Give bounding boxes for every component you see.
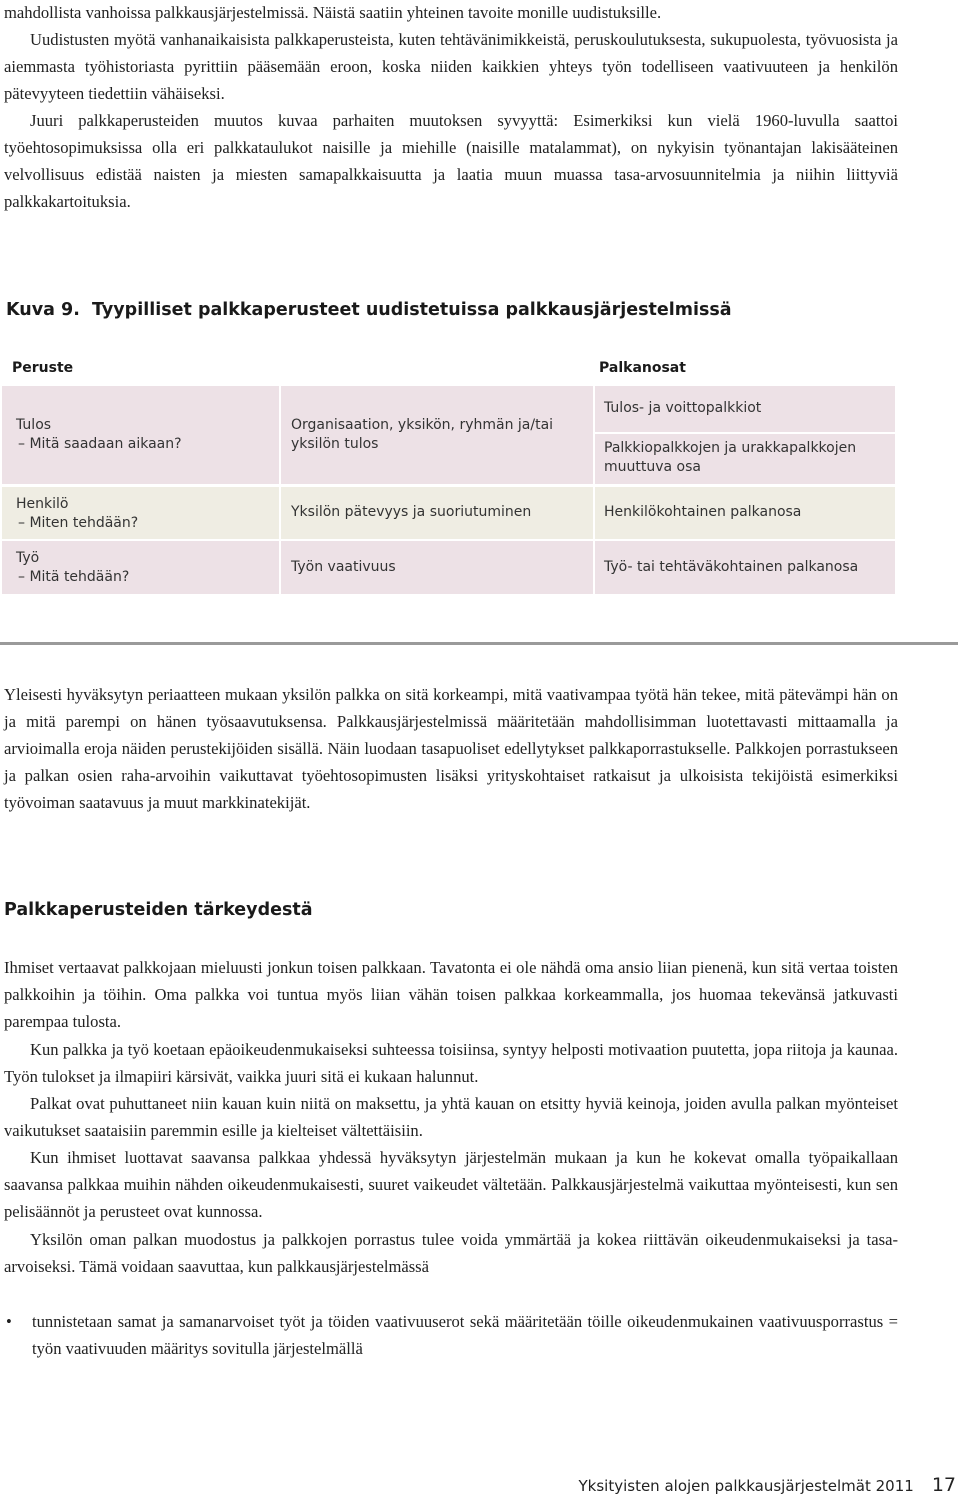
body-paragraph-4: Ihmiset vertaavat palkkojaan mieluusti jonkun toisen palkkaan. Tavatonta ei ole nähdä oma ansio liian pienenä, kun sitä vertaa toisten palkkoihin ja töihin. Oma palkka voi tuntua myös liian vähän toisen palkkaa korkeammalla, jos huomaa tekevänsä jatkuvasti parempaa tulosta.: [4, 958, 898, 1032]
bullet-list: [4, 1308, 898, 1362]
component-cell-tulos-2: Palkkiopalkkojen ja urakkapalkkojen muuttuva osa: [595, 434, 895, 484]
column-header-components: Palkanosat: [599, 360, 686, 376]
page-number: 17: [931, 1474, 956, 1496]
page-footer: [560, 1474, 956, 1496]
body-paragraph-8: Yksilön oman palkan muodostus ja palkkojen porrastus tulee voida ymmärtää ja kokea riittävän oikeudenmukaiseksi ja tasa-arvoiseksi. Tämä voidaan saavuttaa, kun palkkausjärjestelmässä: [4, 1230, 898, 1277]
body-paragraph-5: Kun palkka ja työ koetaan epäoikeudenmukaiseksi suhteessa toisiinsa, syntyy helposti motivaation puutetta, jopa riitoja ja kaunaa. Työn tulokset ja ilmapiiri kärsivät, vaikka juuri sitä ei kukaan halunnut.: [4, 1040, 898, 1087]
publication-title: Yksityisten alojen palkkausjärjestelmät 2011: [578, 1477, 914, 1495]
basis-cell-henkilo: [2, 487, 279, 539]
figure-number: Kuva 9.: [6, 300, 80, 320]
middle-cell-tulos: Organisaation, yksikön, ryhmän ja/tai yksilön tulos: [281, 386, 593, 484]
intro-paragraph-1: Uudistusten myötä vanhanaikaisista palkkaperusteista, kuten tehtävänimikkeistä, peruskoulutuksesta, sukupuolesta, työvuosista ja aiemmasta työhistoriasta pyrittiin pääsemään eroon, koska niiden kaikkien yhteys työn todelliseen vaativuuteen ja henkilön pätevyyteen tiedettiin vähäiseksi.: [4, 30, 898, 104]
middle-cell-tyo: Työn vaativuus: [281, 541, 593, 594]
component-cell-henkilo: Henkilökohtainen palkanosa: [595, 487, 895, 539]
intro-paragraph-2: Juuri palkkaperusteiden muutos kuvaa parhaiten muutoksen syvyyttä: Esimerkiksi kun vielä 1960-luvulla saattoi työehtosopimuksissa olla eri palkkataulukot naisille ja miehille (naisille matalammat), on nykyisin työnantajan lakisääteinen velvollisuus edistää naisten ja miesten samapalkkaisuutta ja laatia muun muassa tasa-arvosuunnitelmia ja niihin liittyviä palkkakartoituksia.: [4, 111, 898, 212]
basis-question: – Mitä saadaan aikaan?: [16, 435, 279, 454]
basis-label: Tulos: [16, 417, 52, 433]
basis-label: Henkilö: [16, 496, 69, 512]
column-header-basis: Peruste: [12, 360, 74, 376]
body-paragraph-3: Yleisesti hyväksytyn periaatteen mukaan yksilön palkka on sitä korkeampi, mitä vaativampaa työtä hän tekee, mitä pätevämpi hän on ja mitä parempi on hänen työsaavutuksensa. Palkkausjärjestelmissä määritetään mahdollisimman luotettavasti mittaamalla ja arvioimalla eroja näiden perustekijöiden sisällä. Näin luodaan tasapuoliset edellytykset palkkaporrastukselle. Palkkojen porrastukseen ja palkan osien raha-arvoihin vaikuttavat työehtosopimusten lisäksi yrityskohtaiset ratkaisut ja ulkoisista tekijöistä esimerkiksi työvoiman saatavuus ja muut markkinatekijät.: [4, 685, 898, 813]
basis-question: – Mitä tehdään?: [16, 568, 279, 587]
component-cell-tyo: Työ- tai tehtäväkohtainen palkanosa: [595, 541, 895, 594]
basis-label: Työ: [16, 550, 40, 566]
basis-question: – Miten tehdään?: [16, 514, 279, 533]
figure-divider: [0, 642, 958, 645]
basis-cell-tyo: [2, 541, 279, 594]
basis-cell-tulos: [2, 386, 279, 484]
middle-cell-henkilo: Yksilön pätevyys ja suoriutuminen: [281, 487, 593, 539]
body-paragraph-6: Palkat ovat puhuttaneet niin kauan kuin niitä on maksettu, ja yhtä kauan on etsitty hyviä keinoja, joiden avulla palkan myönteiset vaikutukset saataisiin paremmin esille ja kielteiset vältettäisiin.: [4, 1094, 898, 1141]
list-item: • tunnistetaan samat ja samanarvoiset työt ja töiden vaativuuserot sekä määritetään töille oikeudenmukainen vaativuusporrastus = työn vaativuuden määritys sovitulla järjestelmällä: [4, 1308, 898, 1362]
figure-caption: [6, 300, 732, 320]
body-paragraph-7: Kun ihmiset luottavat saavansa palkkaa yhdessä hyväksytyn järjestelmän mukaan ja kun he kokevat omalla työpaikallaan saavansa palkkaa muihin nähden oikeudenmukaisesti, suuret vaikeudet vältetään. Palkkausjärjestelmä vaikuttaa myönteisesti, kun sen pelisäännöt ja perusteet ovat kunnossa.: [4, 1148, 898, 1222]
component-cell-tulos-1: Tulos- ja voittopalkkiot: [595, 386, 895, 432]
figure-title: Tyypilliset palkkaperusteet uudistetuissa palkkausjärjestelmissä: [92, 300, 732, 320]
intro-continuation-line: mahdollista vanhoissa palkkausjärjestelmissä. Näistä saatiin yhteinen tavoite monille uudistuksille.: [4, 3, 662, 22]
section-heading: Palkkaperusteiden tärkeydestä: [4, 900, 313, 920]
